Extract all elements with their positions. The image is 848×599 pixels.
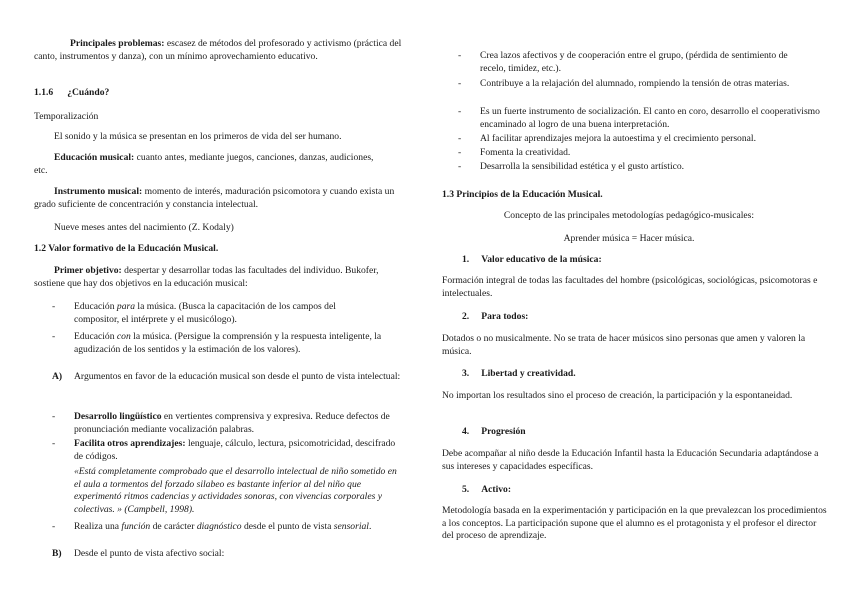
dash-marker: - — [458, 147, 462, 158]
heading-1-1-6-number: 1.1.6 — [34, 87, 54, 98]
list-item — [52, 301, 382, 326]
heading-1-3: 1.3 Principios de la Educación Musical. — [442, 189, 603, 200]
list-item — [458, 50, 798, 75]
principle-number: 5. — [462, 484, 470, 495]
dash-marker: - — [52, 331, 56, 342]
section-a-marker: A) — [52, 371, 63, 382]
section-a — [52, 371, 402, 384]
realiza-mid: de carácter — [150, 521, 197, 532]
realiza-italic-3: sensorial — [333, 521, 369, 532]
principle-text: No importan los resultados sino el proceso de creación, la participación y la espontaneidad. — [442, 390, 793, 401]
list-item-body: lenguaje, cálculo, lectura, psicomotricidad, descifrado de códigos. — [74, 438, 396, 462]
principle-title — [462, 311, 528, 324]
dash-marker: - — [458, 106, 462, 117]
primer-objetivo-text: despertar y desarrollar todas las facultades del individuo. Bukofer, sostiene que hay dos objetivos en la educación musical: — [34, 265, 379, 289]
problems-paragraph — [34, 38, 404, 63]
list-item — [52, 521, 404, 534]
list-item-text: Desarrolla la sensibilidad estética y el gusto artístico. — [480, 161, 685, 172]
realiza-italic-1: función — [121, 521, 151, 532]
list-item — [52, 331, 402, 356]
section-a-text: Argumentos en favor de la educación musical son desde el punto de vista intelectual: — [74, 371, 401, 382]
principle-text: Dotados o no musicalmente. No se trata de hacer músicos sino personas que amen y valoren la música. — [442, 333, 806, 357]
principle-text: Metodología basada en la experimentación y participación en la que prevalezcan los procedimientos a los conceptos. La participación supone que el alumno es el protagonista y el profesor el director del proceso de aprendizaje. — [442, 505, 827, 542]
list-item — [458, 133, 830, 146]
list-item-label: Desarrollo lingüístico — [74, 411, 162, 422]
educacion-musical-paragraph — [34, 152, 384, 177]
aprender-line: Aprender música = Hacer música. — [563, 233, 695, 244]
heading-1-2: 1.2 Valor formativo de la Educación Musical. — [34, 243, 219, 254]
realiza-italic-2: diagnóstico — [196, 521, 242, 532]
list-item-text — [74, 301, 382, 326]
principle-title-text: Activo: — [481, 484, 512, 495]
principle-title-text: Valor educativo de la música: — [481, 254, 602, 265]
list-item-pre: Educación — [74, 301, 117, 312]
section-b — [52, 548, 402, 561]
list-item-post: la música. (Persigue la comprensión y la respuesta inteligente, la agudización de los sentidos y la estimación de los valores). — [74, 331, 382, 355]
dash-marker: - — [52, 411, 56, 422]
principle-title — [462, 368, 576, 381]
list-item-italic: para — [116, 301, 136, 312]
principle-number: 4. — [462, 426, 470, 437]
instrumento-musical-label: Instrumento musical: — [54, 186, 143, 197]
list-item-pre: Educación — [74, 331, 117, 342]
list-item — [52, 438, 404, 463]
list-item-text — [74, 411, 404, 436]
list-item-body: en vertientes comprensiva y expresiva. Reduce defectos de pronunciación mediante vocalización palabras. — [74, 411, 390, 435]
list-item — [458, 106, 830, 131]
concepto-line: Concepto de las principales metodologías pedagógico-musicales: — [503, 210, 755, 221]
primer-objetivo-paragraph — [34, 265, 400, 290]
principle-number: 2. — [462, 311, 470, 322]
campbell-quote: «Está completamente comprobado que el desarrollo intelectual de niño sometido en el aula a tormentos del forzado silabeo es bastante inferior al del niño que experimentó ritmos cadencias y actividades sonoras, con vivencias corporales y colectivas. » (Campbell, 1998). — [74, 466, 397, 515]
list-item-text — [74, 438, 404, 463]
section-b-text: Desde el punto de vista afectivo social: — [74, 548, 225, 559]
principle-title-text: Progresión — [481, 426, 526, 437]
principle-number: 1. — [462, 254, 470, 265]
list-item-text: Contribuye a la relajación del alumnado, rompiendo la tensión de otras materias. — [480, 78, 790, 89]
dash-marker: - — [458, 78, 462, 89]
dash-marker: - — [458, 50, 462, 61]
list-item-text: Es un fuerte instrumento de socialización. El canto en coro, desarrollo el cooperativismo encaminado al logro de una buena interpretación. — [480, 106, 820, 130]
list-item-text — [74, 331, 402, 356]
dash-marker: - — [52, 438, 56, 449]
list-item-label: Facilita otros aprendizajes: — [74, 438, 186, 449]
sonido-paragraph: El sonido y la música se presentan en los primeros de vida del ser humano. — [54, 131, 342, 142]
principle-title — [462, 426, 526, 439]
list-item-post: la música. (Busca la capacitación de los campos del compositor, el intérprete y el musicólogo). — [74, 301, 336, 325]
principle-title — [462, 484, 511, 497]
list-item — [458, 147, 830, 160]
list-item — [52, 411, 404, 436]
list-item-text: Crea lazos afectivos y de cooperación entre el grupo, (pérdida de sentimiento de recelo, timidez, etc.). — [480, 50, 788, 74]
list-item — [458, 78, 808, 91]
dash-marker: - — [52, 301, 56, 312]
list-item-text: Fomenta la creatividad. — [480, 147, 571, 158]
list-item-italic: con — [116, 331, 131, 342]
principle-title-text: Libertad y creatividad. — [481, 368, 576, 379]
list-item-text — [74, 521, 404, 534]
principle-title-text: Para todos: — [481, 311, 529, 322]
principle-text: Formación integral de todas las facultades del hombre (psicológicas, sociológicas, psicomotoras e intelectuales. — [442, 275, 818, 299]
realiza-pre: Realiza una — [74, 521, 122, 532]
instrumento-musical-paragraph — [34, 186, 406, 211]
realiza-end: . — [368, 521, 372, 532]
principle-text: Debe acompañar al niño desde la Educación Infantil hasta la Educación Secundaria adaptándose a sus intereses y capacidades específicas. — [442, 448, 819, 472]
dash-marker: - — [458, 133, 462, 144]
instrumento-musical-text: momento de interés, maduración psicomotora y cuando exista un grado suficiente de concentración y constancia intelectual. — [34, 186, 395, 210]
section-b-marker: B) — [52, 548, 62, 559]
dash-marker: - — [52, 521, 56, 532]
heading-1-1-6 — [34, 87, 109, 100]
educacion-musical-label: Educación musical: — [54, 152, 135, 163]
dash-marker: - — [458, 161, 462, 172]
primer-objetivo-label: Primer objetivo: — [54, 265, 122, 276]
temporalizacion-label: Temporalización — [34, 111, 99, 122]
principle-number: 3. — [462, 368, 470, 379]
problems-label: Principales problemas: — [70, 38, 165, 49]
list-item — [458, 161, 830, 174]
educacion-musical-text: cuanto antes, mediante juegos, canciones, danzas, audiciones, etc. — [34, 152, 374, 176]
heading-1-1-6-title: ¿Cuándo? — [67, 87, 110, 98]
problems-text: escasez de métodos del profesorado y activismo (práctica del canto, instrumentos y danza), con un mínimo aprovechamiento educativo. — [34, 38, 402, 62]
realiza-post: desde el punto de vista — [241, 521, 334, 532]
nueve-meses-paragraph: Nueve meses antes del nacimiento (Z. Kodaly) — [54, 222, 234, 233]
principle-title — [462, 254, 602, 267]
list-item-text: Al facilitar aprendizajes mejora la autoestima y el crecimiento personal. — [480, 133, 756, 144]
